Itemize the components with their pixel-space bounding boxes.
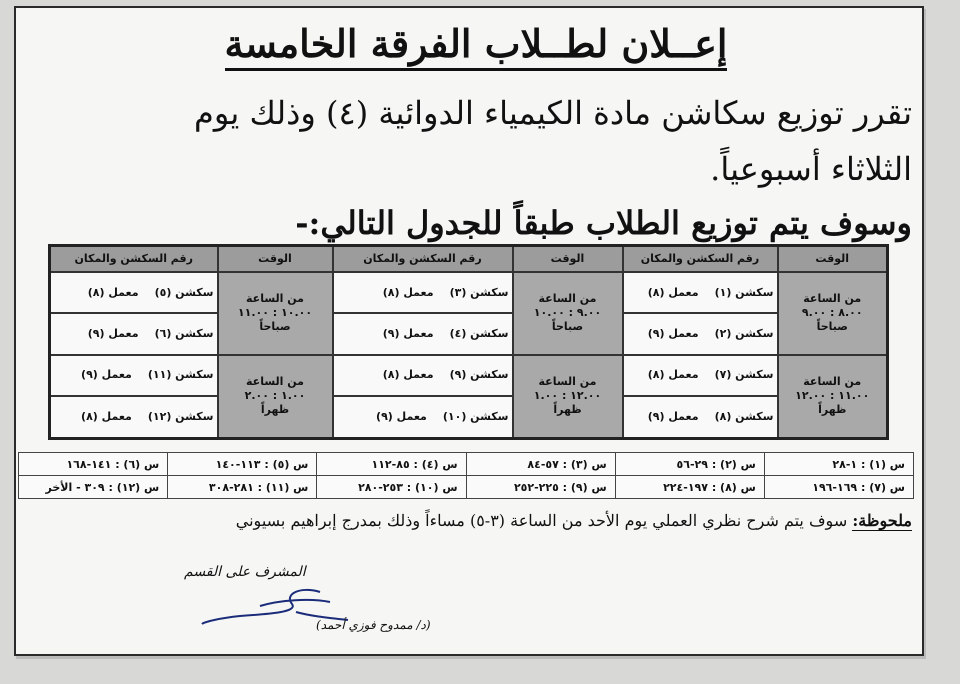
- section-header: رقم السكشن والمكان: [333, 246, 513, 273]
- range-cell: س (٢) : ٢٩-٥٦: [615, 453, 764, 476]
- range-cell: س (١) : ١-٢٨: [764, 453, 913, 476]
- time-text: من الساعة ١١.٠٠ : ١٢.٠٠ ظهراً: [795, 375, 870, 417]
- time-text: من الساعة ٨.٠٠ : ٩.٠٠ صباحاً: [801, 292, 863, 334]
- time-header: الوقت: [513, 246, 623, 273]
- schedule-row: [50, 355, 888, 396]
- schedule-row: [50, 313, 888, 354]
- range-cell: س (٧) : ١٦٩-١٩٦: [764, 476, 913, 499]
- section-label: سكشن (٣): [449, 285, 509, 299]
- section-cell: [333, 272, 513, 313]
- time-text: من الساعة ٩.٠٠ : ١٠.٠٠ صباحاً: [533, 292, 602, 334]
- ranges-row: [19, 453, 914, 476]
- range-cell: س (١٠) : ٢٥٣-٢٨٠: [317, 476, 466, 499]
- section-cell: [623, 313, 778, 354]
- section-label: سكشن (٤): [449, 327, 509, 341]
- section-cell: [333, 313, 513, 354]
- time-cell: [778, 355, 888, 439]
- schedule-table: [48, 244, 889, 440]
- time-cell: [218, 272, 333, 355]
- lab-label: معمل (٩): [87, 327, 139, 341]
- supervisor-name: (د/ ممدوح فوزي أحمد): [316, 618, 431, 632]
- note: [236, 511, 912, 530]
- section-cell: [623, 272, 778, 313]
- lab-label: معمل (٩): [382, 327, 434, 341]
- range-cell: س (١٢) : ٣٠٩ - الأخر: [19, 476, 168, 499]
- section-cell: [50, 272, 218, 313]
- lab-label: معمل (٨): [81, 410, 132, 424]
- range-cell: س (٤) : ٨٥-١١٢: [317, 453, 466, 476]
- section-cell: [50, 396, 218, 438]
- section-label: سكشن (٦): [154, 327, 214, 341]
- ranges-row: [19, 476, 914, 499]
- body-line-1: تقرر توزيع سكاشن مادة الكيمياء الدوائية (٤) وذلك يوم: [194, 94, 912, 132]
- section-label: سكشن (١٢): [147, 410, 214, 424]
- note-label: ملحوظة:: [852, 511, 912, 530]
- range-cell: س (٣) : ٥٧-٨٤: [466, 453, 615, 476]
- time-text: من الساعة ١٢.٠٠ : ١.٠٠ ظهراً: [533, 375, 602, 417]
- schedule-row: [50, 396, 888, 438]
- section-label: سكشن (٩): [449, 368, 509, 382]
- section-cell: [333, 396, 513, 438]
- lab-label: معمل (٨): [87, 285, 139, 299]
- time-text: من الساعة ١.٠٠ : ٢.٠٠ ظهراً: [244, 375, 306, 417]
- schedule-row: [50, 272, 888, 313]
- lab-label: معمل (٩): [81, 368, 132, 382]
- lab-label: معمل (٩): [647, 327, 699, 341]
- lab-label: معمل (٨): [647, 368, 699, 382]
- time-header: الوقت: [778, 246, 888, 273]
- section-label: سكشن (١): [714, 285, 774, 299]
- section-label: سكشن (١١): [147, 368, 214, 382]
- lab-label: معمل (٩): [376, 410, 427, 424]
- announcement-title: إعــلان لطــلاب الفرقة الخامسة: [166, 20, 786, 68]
- lab-label: معمل (٨): [382, 285, 434, 299]
- section-label: سكشن (٨): [714, 410, 774, 424]
- section-cell: [50, 355, 218, 396]
- section-cell: [50, 313, 218, 354]
- range-cell: س (٩) : ٢٢٥-٢٥٢: [466, 476, 615, 499]
- section-label: سكشن (٧): [714, 368, 774, 382]
- section-cell: [623, 355, 778, 396]
- section-label: سكشن (٢): [714, 327, 774, 341]
- range-cell: س (٦) : ١٤١-١٦٨: [19, 453, 168, 476]
- section-header: رقم السكشن والمكان: [50, 246, 218, 273]
- section-cell: [623, 396, 778, 438]
- section-header: رقم السكشن والمكان: [623, 246, 778, 273]
- lab-label: معمل (٨): [382, 368, 434, 382]
- time-text: من الساعة ١٠.٠٠ : ١١.٠٠ صباحاً: [237, 292, 313, 334]
- range-cell: س (٨) : ١٩٧-٢٢٤: [615, 476, 764, 499]
- time-cell: [513, 355, 623, 439]
- section-ranges-table: [18, 452, 914, 499]
- section-label: سكشن (١٠): [442, 410, 509, 424]
- body-line-3: وسوف يتم توزيع الطلاب طبقاً للجدول التالي:-: [295, 204, 912, 242]
- body-line-2: الثلاثاء أسبوعياً.: [710, 150, 912, 188]
- range-cell: س (١١) : ٢٨١-٣٠٨: [168, 476, 317, 499]
- range-cell: س (٥) : ١١٣-١٤٠: [168, 453, 317, 476]
- supervisor-label: المشرف على القسم: [184, 564, 306, 580]
- time-cell: [218, 355, 333, 439]
- time-cell: [513, 272, 623, 355]
- announcement-paper: [14, 6, 924, 656]
- section-cell: [333, 355, 513, 396]
- note-text: سوف يتم شرح نظري العملي يوم الأحد من الساعة (٣-٥) مساءاً وذلك بمدرج إبراهيم بسيوني: [235, 511, 853, 530]
- lab-label: معمل (٨): [647, 285, 699, 299]
- time-header: الوقت: [218, 246, 333, 273]
- schedule-header-row: [50, 246, 888, 273]
- lab-label: معمل (٩): [647, 410, 699, 424]
- time-cell: [778, 272, 888, 355]
- section-label: سكشن (٥): [154, 285, 214, 299]
